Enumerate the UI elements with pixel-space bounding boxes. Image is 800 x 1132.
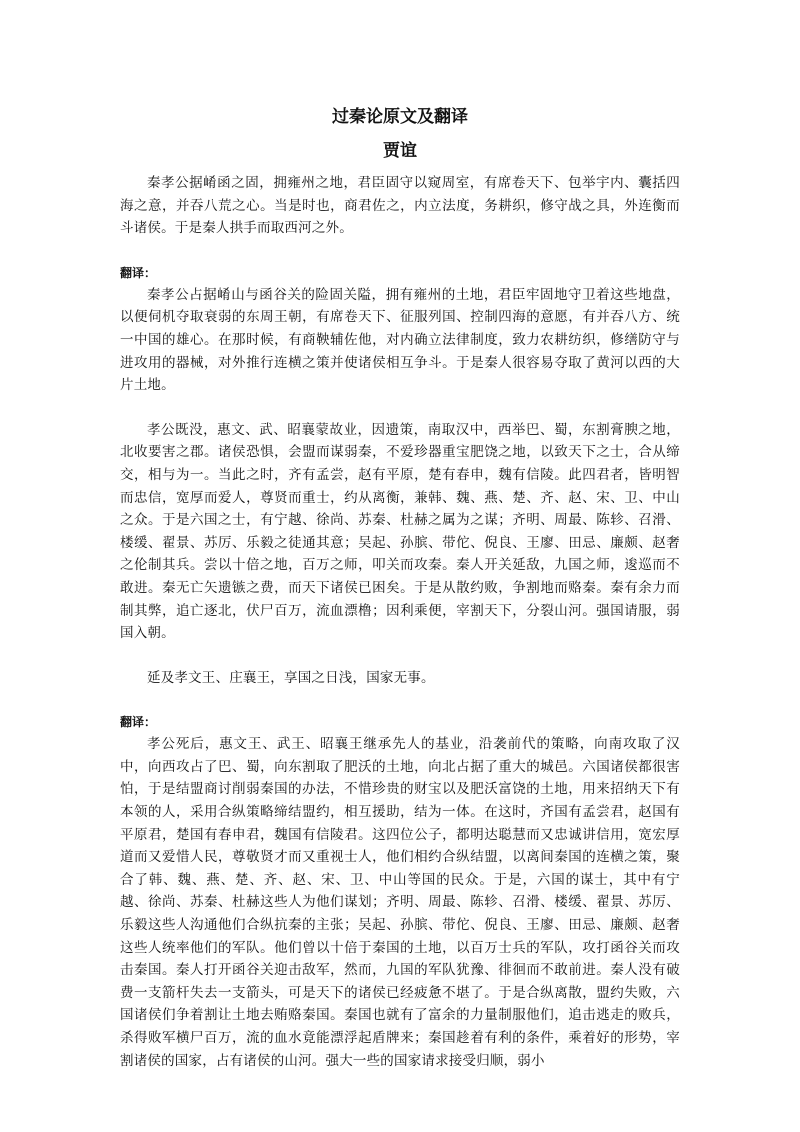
original-paragraph-1: 秦孝公据崤函之固，拥雍州之地，君臣固守以窥周室，有席卷天下、包举宇内、囊括四海之意，并吞八荒之心。当是时也，商君佐之，内立法度，务耕织，修守战之具，外连衡而斗诸侯。于是秦人拱手而取西河之外。 [120, 175, 680, 237]
paragraph-gap [120, 397, 680, 419]
paragraph-gap [120, 689, 680, 711]
document-page [120, 100, 680, 1072]
document-title: 过秦论原文及翻译 [332, 107, 468, 127]
paragraph-gap [120, 240, 680, 262]
document-author: 贾谊 [383, 141, 417, 161]
translation-label-2: 翻译： [120, 715, 157, 730]
original-paragraph-3: 延及孝文王、庄襄王，享国之日浅，国家无事。 [147, 669, 435, 686]
translation-label-1: 翻译： [120, 265, 157, 280]
paragraph-gap [120, 645, 680, 667]
original-paragraph-2: 孝公既没，惠文、武、昭襄蒙故业，因遗策，南取汉中，西举巴、蜀，东割膏腴之地，北收要害之郡。诸侯恐惧，会盟而谋弱秦，不爱珍器重宝肥饶之地，以致天下之士，合从缔交，相与为一。当此之时，齐有孟尝，赵有平原，楚有春申，魏有信陵。此四君者，皆明智而忠信，宽厚而爱人，尊贤而重士，约从离衡，兼韩、魏、燕、楚、齐、赵、宋、卫、中山之众。于是六国之士，有宁越、徐尚、苏秦、杜赫之属为之谋；齐明、周最、陈轸、召滑、楼缓、翟景、苏厉、乐毅之徒通其意；吴起、孙膑、带佗、倪良、王廖、田忌、廉颇、赵奢之伦制其兵。尝以十倍之地，百万之师，叩关而攻秦。秦人开关延敌，九国之师，逡巡而不敢进。秦无亡矢遗镞之费，而天下诸侯已困矣。于是从散约败，争割地而赂秦。秦有余力而制其弊，追亡逐北，伏尸百万，流血漂橹；因利乘便，宰割天下，分裂山河。强国请服，弱国入朝。 [120, 421, 680, 642]
translation-paragraph-2: 孝公死后，惠文王、武王、昭襄王继承先人的基业，沿袭前代的策略，向南攻取了汉中，向西攻占了巴、蜀，向东割取了肥沃的土地，向北占据了重大的城邑。六国诸侯都很害怕，于是结盟商讨削弱秦国的办法，不惜珍贵的财宝以及肥沃富饶的土地，用来招纳天下有本领的人，采用合纵策略缔结盟约，相互援助，结为一体。在这时，齐国有孟尝君，赵国有平原君，楚国有春申君，魏国有信陵君。这四位公子，都明达聪慧而又忠诚讲信用，宽宏厚道而又爱惜人民，尊敬贤才而又重视士人，他们相约合纵结盟，以离间秦国的连横之策，聚合了韩、魏、燕、楚、齐、赵、宋、卫、中山等国的民众。于是，六国的谋士，其中有宁越、徐尚、苏秦、杜赫这些人为他们谋划；齐明、周最、陈轸、召滑、楼缓、翟景、苏厉、乐毅这些人沟通他们合纵抗秦的主张；吴起、孙膑、带佗、倪良、王廖、田忌、廉颇、赵奢这些人统率他们的军队。他们曾以十倍于秦国的土地，以百万士兵的军队，攻打函谷关而攻击秦国。秦人打开函谷关迎击敌军，然而，九国的军队犹豫、徘徊而不敢前进。秦人没有破费一支箭杆失去一支箭头，可是天下的诸侯已经疲惫不堪了。于是合纵离散，盟约失败，六国诸侯们争着割让土地去贿赂秦国。秦国也就有了富余的力量制服他们，追击逃走的败兵，杀得败军横尸百万，流的血水竟能漂浮起盾牌来；秦国趁着有利的条件，乘着好的形势，宰割诸侯的国家，占有诸侯的山河。强大一些的国家请求接受归顺，弱小 [120, 736, 680, 1069]
translation-paragraph-1: 秦孝公占据崤山与函谷关的险固关隘，拥有雍州的土地，君臣牢固地守卫着这些地盘，以便伺机夺取衰弱的东周王朝，有席卷天下、征服列国、控制四海的意愿，有并吞八方、统一中国的雄心。在那时候，有商鞅辅佐他，对内确立法律制度，致力农耕纺织，修缮防守与进攻用的器械，对外推行连横之策并使诸侯相互争斗。于是秦人很容易夺取了黄河以西的大片土地。 [120, 286, 680, 394]
